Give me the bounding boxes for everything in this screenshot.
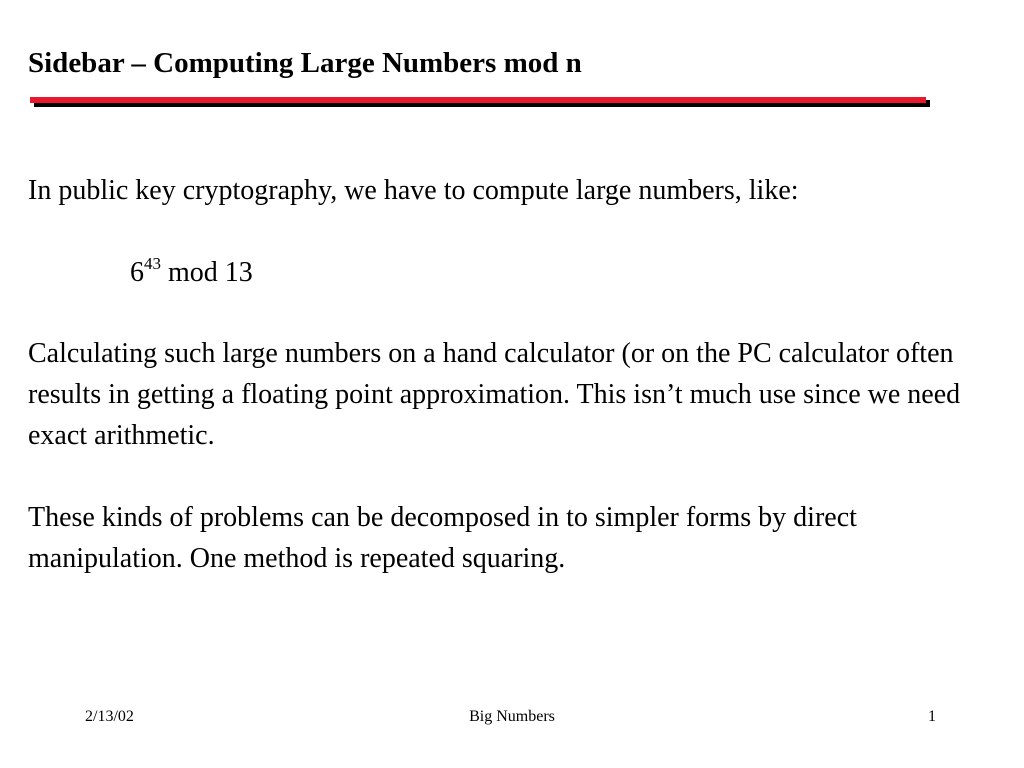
formula: [130, 252, 253, 293]
formula-modulus: mod 13: [161, 257, 253, 288]
footer-title: Big Numbers: [469, 708, 555, 725]
formula-exponent: 43: [144, 254, 161, 273]
title-underline-bar: [30, 97, 926, 103]
title-underline: [30, 95, 930, 109]
calculator-paragraph: Calculating such large numbers on a hand calculator (or on the PC calculator often results in getting a floating point approximation. This isn’t much use since we need exact arithmetic.: [28, 338, 961, 451]
intro-paragraph: In public key cryptography, we have to compute large numbers, like:: [28, 175, 799, 206]
footer-page-number: 1: [928, 708, 936, 725]
footer-date: 2/13/02: [85, 708, 134, 725]
slide-title: Sidebar – Computing Large Numbers mod n: [28, 47, 582, 79]
formula-base: 6: [130, 257, 144, 288]
decomposition-paragraph: These kinds of problems can be decomposed in to simpler forms by direct manipulation. One method is repeated squaring.: [28, 502, 857, 574]
